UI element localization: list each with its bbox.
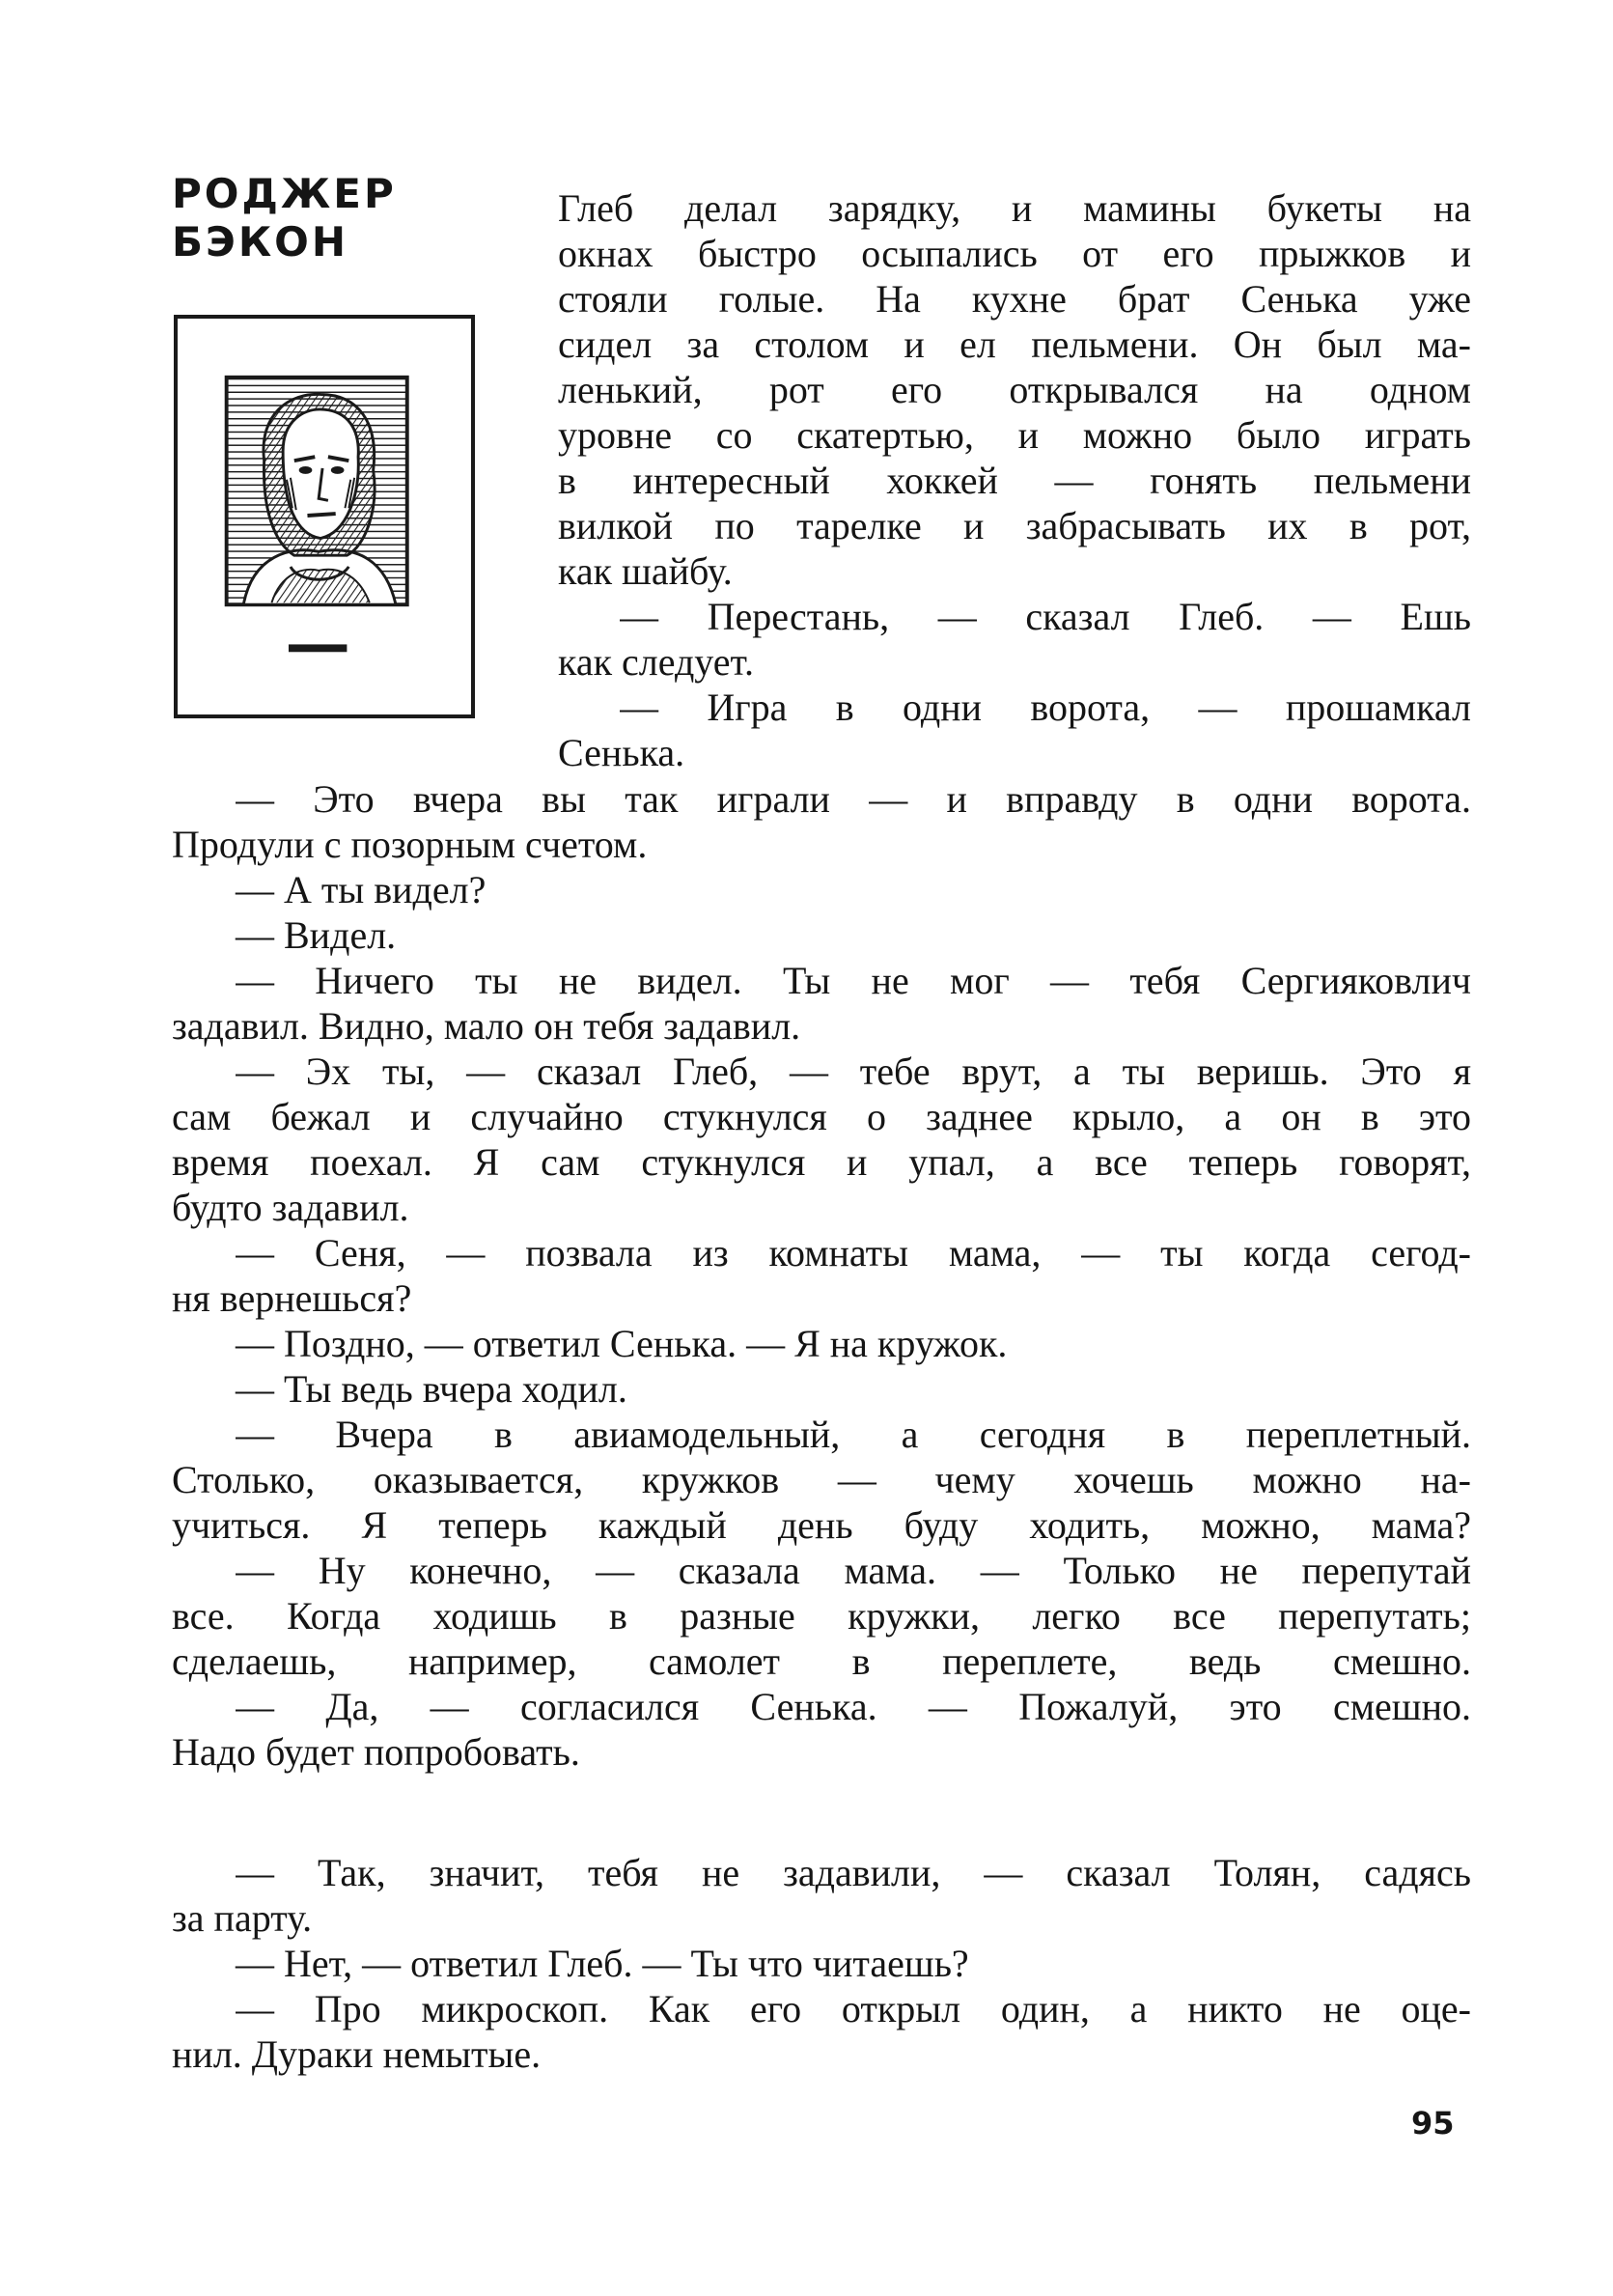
body-line: — Поздно, — ответил Сенька. — Я на кружок. — [236, 1322, 1008, 1365]
body-line: — Эх ты, — сказал Глеб, — тебе врут, а ты веришь. Это я — [236, 1050, 1471, 1093]
body-line: — Ну конечно, — сказала мама. — Только не перепутай — [236, 1549, 1471, 1592]
body-line: учиться. Я теперь каждый день буду ходить, можно, мама? — [172, 1503, 1471, 1547]
column-line: — Игра в одни ворота, — прошамкал — [620, 686, 1471, 729]
body-line: — Это вчера вы так играли — и вправду в одни ворота. — [236, 777, 1471, 821]
column-line: как следует. — [558, 640, 755, 684]
column-line: в интересный хоккей — гонять пельмени — [558, 459, 1471, 502]
body-line: — Вчера в авиамодельный, а сегодня в переплетный. — [236, 1413, 1471, 1456]
heading-line-1: РОДЖЕР — [172, 170, 397, 217]
body-line: — Ничего ты не видел. Ты не мог — тебя Сергияковлич — [236, 959, 1471, 1002]
body-line: — Видел. — [236, 913, 397, 957]
column-line: окнах быстро осыпались от его прыжков и — [558, 232, 1471, 275]
body-line: задавил. Видно, мало он тебя задавил. — [172, 1004, 801, 1048]
column-line: как шайбу. — [558, 549, 733, 593]
column-line: — Перестань, — сказал Глеб. — Ешь — [620, 595, 1471, 638]
body-line: — Так, значит, тебя не задавили, — сказал Толян, садясь — [236, 1851, 1471, 1894]
column-line: сидел за столом и ел пельмени. Он был ма- — [558, 322, 1471, 366]
body-line: сам бежал и случайно стукнулся о заднее крыло, а он в это — [172, 1095, 1471, 1138]
page-number: 95 — [1411, 2105, 1455, 2142]
heading-line-2: БЭКОН — [172, 218, 349, 266]
body-line: — Сеня, — позвала из комнаты мама, — ты когда сегод- — [236, 1231, 1471, 1274]
portrait-illustration — [174, 315, 475, 718]
body-line: все. Когда ходишь в разные кружки, легко все перепутать; — [172, 1594, 1471, 1638]
body-line: будто задавил. — [172, 1186, 409, 1229]
body-line: — Ты ведь вчера ходил. — [236, 1367, 627, 1411]
body-line: сделаешь, например, самолет в переплете, ведь смешно. — [172, 1639, 1471, 1683]
body-line: Продули с позорным счетом. — [172, 823, 648, 866]
column-line: Сенька. — [558, 731, 685, 774]
column-line: вилкой по тарелке и забрасывать их в рот, — [558, 504, 1471, 547]
body-line: нил. Дураки немытые. — [172, 2032, 542, 2076]
body-line: — Нет, — ответил Глеб. — Ты что читаешь? — [236, 1942, 969, 1985]
body-line: — Про микроскоп. Как его открыл один, а никто не оце- — [236, 1987, 1471, 2030]
column-line: ленький, рот его открывался на одном — [558, 368, 1471, 411]
body-line: — Да, — согласился Сенька. — Пожалуй, это смешно. — [236, 1685, 1471, 1728]
column-line: уровне со скатертью, и можно было играть — [558, 413, 1471, 457]
body-line: время поехал. Я сам стукнулся и упал, а все теперь говорят, — [172, 1140, 1471, 1184]
body-line: Столько, оказывается, кружков — чему хочешь можно на- — [172, 1458, 1471, 1501]
body-line: — А ты видел? — [236, 868, 487, 911]
body-line: ня вернешься? — [172, 1276, 412, 1320]
column-line: Глеб делал зарядку, и мамины букеты на — [558, 186, 1471, 230]
chapter-heading — [172, 170, 397, 266]
body-line: за парту. — [172, 1896, 313, 1940]
portrait-icon — [178, 319, 471, 714]
column-line: стояли голые. На кухне брат Сенька уже — [558, 277, 1471, 321]
body-line: Надо будет попробовать. — [172, 1730, 580, 1774]
